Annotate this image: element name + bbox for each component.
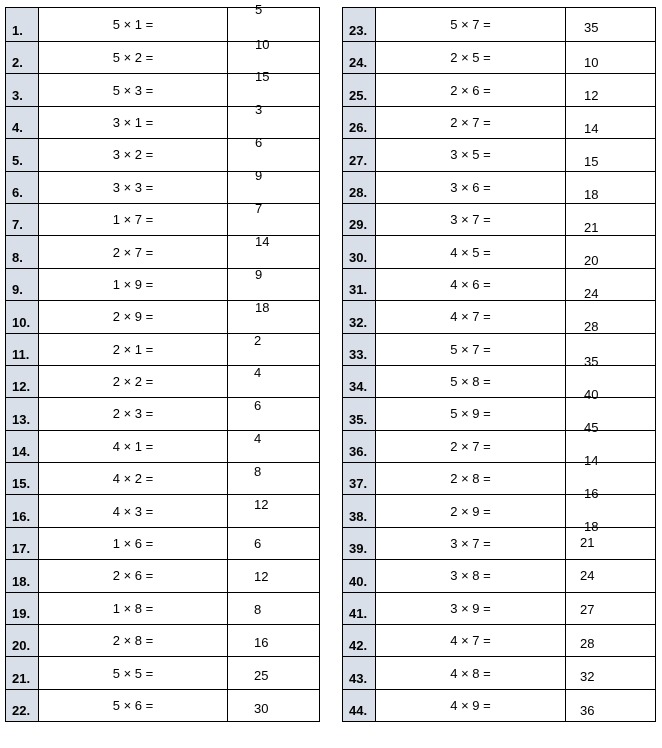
problem-text: 5 × 2 =: [39, 42, 228, 74]
table-row: [343, 8, 656, 42]
problem-number: 38.: [343, 495, 376, 527]
answer-value: 35: [584, 20, 599, 35]
answer-value: 6: [254, 398, 262, 414]
answer-value: 14: [255, 233, 270, 249]
problem-number: 3.: [6, 74, 39, 106]
problem-text: 4 × 8 =: [376, 657, 566, 689]
answer-cell: [566, 106, 656, 138]
answer-cell: [228, 333, 320, 365]
problem-number: 34.: [343, 365, 376, 397]
problem-number: 23.: [343, 8, 376, 42]
answer-cell: [566, 74, 656, 106]
table-row: [343, 398, 656, 430]
table-row: [343, 365, 656, 397]
answer-cell: [228, 365, 320, 397]
problem-text: 2 × 6 =: [376, 74, 566, 106]
answer-cell: [228, 625, 320, 657]
problem-text: 2 × 1 =: [39, 333, 228, 365]
table-row: [6, 171, 320, 203]
problem-text: 1 × 7 =: [39, 203, 228, 235]
problem-text: 3 × 9 =: [376, 592, 566, 624]
table-row: [6, 74, 320, 106]
problem-number: 10.: [6, 301, 39, 333]
problem-text: 2 × 7 =: [376, 106, 566, 138]
answer-cell: [566, 365, 656, 402]
problem-text: 4 × 6 =: [376, 268, 566, 300]
problem-text: 2 × 8 =: [376, 463, 566, 495]
problem-number: 31.: [343, 268, 376, 300]
problem-text: 3 × 7 =: [376, 203, 566, 235]
problem-number: 9.: [6, 268, 39, 300]
answer-value: 21: [584, 219, 599, 235]
problem-number: 18.: [6, 560, 39, 592]
table-row: [6, 592, 320, 624]
table-row: [6, 236, 320, 268]
answer-value: 40: [584, 386, 599, 402]
table-row: [6, 527, 320, 559]
table-row: [6, 689, 320, 721]
answer-cell: [228, 398, 320, 430]
table-row: [343, 527, 656, 559]
problem-text: 5 × 8 =: [376, 365, 566, 397]
answer-cell: [566, 236, 656, 268]
answer-cell: [566, 333, 656, 369]
table-row: [343, 463, 656, 495]
table-row: [6, 495, 320, 527]
answer-value: 9: [255, 168, 263, 184]
answer-cell: [566, 430, 656, 469]
answer-cell: [228, 168, 320, 203]
problem-text: 1 × 6 =: [39, 527, 228, 559]
answer-value: 32: [580, 669, 595, 685]
table-row: [343, 560, 656, 592]
problem-number: 25.: [343, 74, 376, 106]
answer-value: 36: [580, 702, 595, 718]
answer-cell: [228, 69, 320, 106]
answer-cell: [228, 301, 320, 333]
problem-text: 3 × 3 =: [39, 171, 228, 203]
problem-text: 2 × 8 =: [39, 625, 228, 657]
answer-cell: [566, 527, 656, 559]
answer-value: 6: [255, 135, 263, 151]
answer-cell: [228, 560, 320, 592]
table-row: [343, 495, 656, 527]
answer-value: 21: [580, 534, 595, 550]
problem-text: 2 × 2 =: [39, 365, 228, 397]
answer-cell: [566, 268, 656, 300]
answer-cell: [228, 495, 320, 527]
problem-number: 33.: [343, 333, 376, 365]
answer-value: 18: [584, 186, 599, 202]
problem-text: 4 × 7 =: [376, 301, 566, 333]
problem-number: 22.: [6, 689, 39, 721]
problem-number: 43.: [343, 657, 376, 689]
answer-value: 6: [254, 535, 262, 551]
problem-text: 5 × 3 =: [39, 74, 228, 106]
answer-value: 4: [254, 431, 262, 447]
table-row: [343, 657, 656, 689]
table-row: [6, 139, 320, 171]
answer-value: 45: [584, 419, 599, 435]
answer-cell: [228, 592, 320, 624]
problem-number: 13.: [6, 398, 39, 430]
problem-text: 3 × 6 =: [376, 171, 566, 203]
problem-text: 5 × 7 =: [376, 8, 566, 42]
answer-value: 18: [255, 299, 270, 315]
problem-number: 6.: [6, 171, 39, 203]
answer-cell: [228, 135, 320, 171]
problem-number: 4.: [6, 106, 39, 138]
problem-text: 5 × 5 =: [39, 657, 228, 689]
answer-value: 3: [255, 102, 263, 118]
problem-text: 2 × 9 =: [376, 495, 566, 527]
problem-number: 16.: [6, 495, 39, 527]
problem-number: 14.: [6, 430, 39, 462]
answer-value: 15: [255, 69, 270, 85]
answer-value: 28: [584, 318, 599, 334]
answer-cell: [566, 8, 656, 42]
problem-number: 37.: [343, 463, 376, 495]
answer-value: 35: [584, 353, 599, 369]
table-row: [6, 625, 320, 657]
answer-value: 12: [254, 496, 269, 512]
problem-number: 12.: [6, 365, 39, 397]
table-row: [6, 463, 320, 495]
answer-cell: [566, 689, 656, 721]
problem-number: 29.: [343, 203, 376, 235]
table-row: [343, 203, 656, 235]
answer-cell: [566, 42, 656, 74]
answer-cell: [228, 657, 320, 689]
answer-cell: [228, 527, 320, 559]
table-row: [343, 592, 656, 624]
answer-value: 2: [254, 332, 262, 348]
problem-number: 20.: [6, 625, 39, 657]
problem-text: 3 × 7 =: [376, 527, 566, 559]
answer-value: 15: [584, 153, 599, 169]
problem-text: 5 × 1 =: [39, 8, 228, 42]
table-row: [343, 236, 656, 268]
answer-value: 4: [254, 365, 262, 381]
answer-cell: [566, 495, 656, 535]
answer-cell: [566, 463, 656, 502]
answer-value: 9: [255, 266, 263, 282]
table-row: [343, 268, 656, 300]
worksheet-right-table: [342, 7, 656, 722]
table-row: [6, 398, 320, 430]
problem-number: 8.: [6, 236, 39, 268]
problem-number: 39.: [343, 527, 376, 559]
table-row: [343, 106, 656, 138]
problem-number: 44.: [343, 689, 376, 721]
problem-number: 36.: [343, 430, 376, 462]
answer-value: 5: [255, 2, 263, 17]
problem-number: 42.: [343, 625, 376, 657]
problem-text: 4 × 9 =: [376, 689, 566, 721]
answer-value: 8: [254, 464, 262, 480]
answer-value: 14: [584, 453, 599, 469]
table-row: [343, 74, 656, 106]
table-row: [6, 106, 320, 138]
answer-cell: [566, 139, 656, 171]
answer-value: 16: [254, 634, 269, 650]
answer-value: 14: [584, 120, 599, 136]
problem-text: 2 × 9 =: [39, 301, 228, 333]
answer-cell: [566, 560, 656, 592]
problem-text: 2 × 3 =: [39, 398, 228, 430]
answer-cell: [566, 171, 656, 203]
answer-value: 10: [255, 36, 270, 52]
table-row: [6, 365, 320, 397]
answer-cell: [566, 203, 656, 235]
answer-cell: [228, 2, 320, 42]
problem-text: 2 × 7 =: [376, 430, 566, 462]
answer-cell: [566, 625, 656, 657]
answer-value: 8: [254, 601, 262, 617]
answer-value: 27: [580, 602, 595, 618]
table-row: [343, 139, 656, 171]
answer-cell: [228, 430, 320, 462]
answer-cell: [566, 657, 656, 689]
table-row: [6, 203, 320, 235]
problem-number: 17.: [6, 527, 39, 559]
table-row: [6, 657, 320, 689]
problem-text: 4 × 5 =: [376, 236, 566, 268]
problem-number: 1.: [6, 8, 39, 42]
problem-text: 2 × 5 =: [376, 42, 566, 74]
answer-cell: [228, 36, 320, 74]
answer-value: 12: [254, 568, 269, 584]
problem-number: 21.: [6, 657, 39, 689]
table-row: [6, 430, 320, 462]
answer-value: 24: [584, 285, 599, 301]
problem-text: 1 × 8 =: [39, 592, 228, 624]
problem-number: 26.: [343, 106, 376, 138]
problem-number: 41.: [343, 592, 376, 624]
problem-number: 30.: [343, 236, 376, 268]
problem-text: 2 × 7 =: [39, 236, 228, 268]
answer-value: 10: [584, 54, 599, 70]
table-row: [343, 42, 656, 74]
problem-text: 2 × 6 =: [39, 560, 228, 592]
table-row: [343, 625, 656, 657]
problem-text: 4 × 7 =: [376, 625, 566, 657]
answer-value: 25: [254, 667, 269, 683]
table-row: [6, 301, 320, 333]
table-row: [6, 8, 320, 42]
problem-text: 5 × 7 =: [376, 333, 566, 365]
problem-number: 2.: [6, 42, 39, 74]
answer-value: 16: [584, 486, 599, 502]
problem-text: 1 × 9 =: [39, 268, 228, 300]
problem-number: 19.: [6, 592, 39, 624]
answer-value: 24: [580, 568, 595, 584]
table-row: [343, 430, 656, 462]
answer-value: 28: [580, 635, 595, 651]
problem-number: 15.: [6, 463, 39, 495]
problem-text: 4 × 2 =: [39, 463, 228, 495]
problem-number: 24.: [343, 42, 376, 74]
problem-number: 7.: [6, 203, 39, 235]
table-row: [6, 42, 320, 74]
answer-cell: [566, 398, 656, 435]
answer-value: 7: [255, 200, 263, 216]
left-table-body: [6, 2, 320, 722]
problem-text: 5 × 9 =: [376, 398, 566, 430]
table-row: [6, 560, 320, 592]
problem-number: 11.: [6, 333, 39, 365]
problem-text: 5 × 6 =: [39, 689, 228, 721]
table-row: [6, 333, 320, 365]
answer-cell: [566, 592, 656, 624]
problem-text: 3 × 8 =: [376, 560, 566, 592]
answer-cell: [228, 200, 320, 235]
answer-cell: [228, 102, 320, 138]
answer-cell: [228, 268, 320, 300]
table-row: [343, 333, 656, 365]
answer-value: 12: [584, 87, 599, 103]
problem-text: 4 × 1 =: [39, 430, 228, 462]
table-row: [343, 171, 656, 203]
answer-value: 30: [254, 700, 269, 716]
problem-number: 5.: [6, 139, 39, 171]
answer-value: 18: [584, 519, 599, 535]
table-row: [343, 689, 656, 721]
answer-cell: [228, 689, 320, 721]
problem-text: 3 × 5 =: [376, 139, 566, 171]
problem-number: 27.: [343, 139, 376, 171]
table-row: [343, 301, 656, 333]
answer-cell: [228, 463, 320, 495]
problem-number: 28.: [343, 171, 376, 203]
problem-text: 3 × 2 =: [39, 139, 228, 171]
problem-number: 40.: [343, 560, 376, 592]
worksheet-left-table: [5, 2, 320, 722]
right-table-body: [343, 8, 656, 722]
answer-cell: [566, 301, 656, 333]
answer-cell: [228, 233, 320, 268]
problem-text: 4 × 3 =: [39, 495, 228, 527]
problem-text: 3 × 1 =: [39, 106, 228, 138]
problem-number: 35.: [343, 398, 376, 430]
table-row: [6, 268, 320, 300]
problem-number: 32.: [343, 301, 376, 333]
answer-value: 20: [584, 252, 599, 268]
